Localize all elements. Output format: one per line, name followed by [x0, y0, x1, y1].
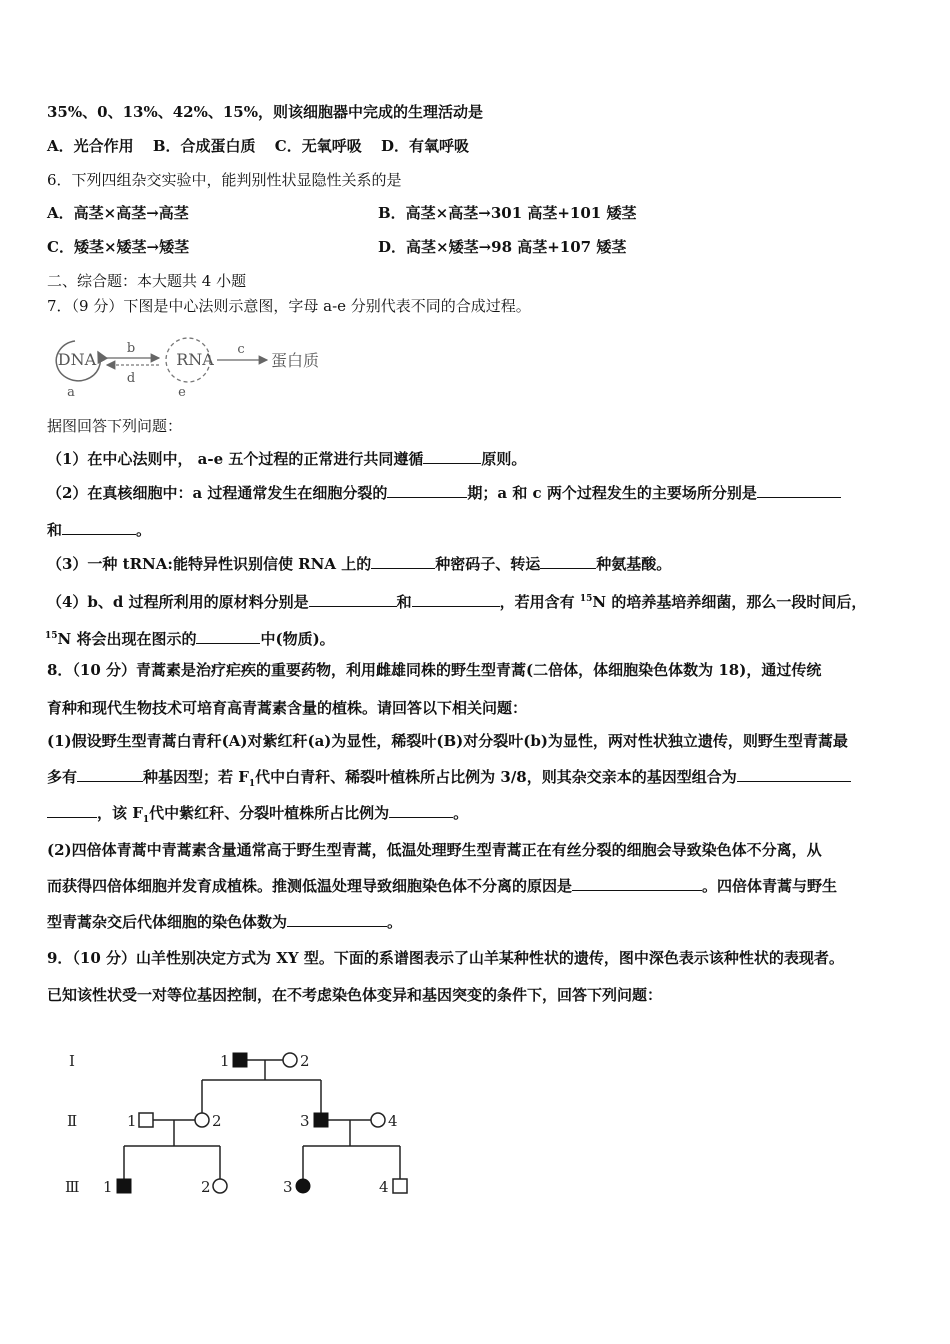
- q8-line-7: [47, 876, 837, 896]
- gen1-female-2: [283, 1053, 297, 1067]
- q7-p4-isotope-sup-2: 15: [45, 631, 58, 641]
- q7-intro: 据图回答下列问题：: [47, 417, 183, 435]
- q7-p2-blank-1[interactable]: [387, 483, 467, 498]
- gen2-female-4: [371, 1113, 385, 1127]
- process-a-label: a: [67, 385, 75, 400]
- q6-stem: 6．下列四组杂交实验中，能判别性状显隐性关系的是: [47, 171, 402, 189]
- gen3-3-number: 3: [283, 1178, 293, 1196]
- q8-line-2: 育种和现代生物技术可培育高青蒿素含量的植株。请回答以下相关问题：: [47, 699, 528, 717]
- q8-l5-text-end: 。: [453, 804, 469, 822]
- q8-l4-text: 多有: [47, 768, 78, 786]
- q7-p1-blank[interactable]: [423, 449, 481, 464]
- q5-option-c: C．无氧呼吸: [274, 137, 362, 155]
- rna-label: RNA: [176, 350, 214, 369]
- q9-line-2: 已知该性状受一对等位基因控制，在不考虑染色体变异和基因突变的条件下，回答下列问题：: [47, 986, 663, 1004]
- section-2-title: 二、综合题：本大题共 4 小题: [47, 272, 247, 290]
- q7-p3-text: （3）一种 tRNA:能特异性识别信使 RNA 上的: [47, 555, 372, 573]
- generation-1-label: Ⅰ: [69, 1052, 75, 1070]
- q8-l4-blank-1[interactable]: [77, 767, 143, 782]
- q8-l4-sub: 1: [248, 779, 256, 789]
- q8-l7-blank[interactable]: [572, 876, 702, 891]
- q7-part-3: [47, 554, 671, 574]
- q7-p4-blank-3[interactable]: [196, 629, 260, 644]
- q8-l8-text-end: 。: [387, 913, 403, 931]
- q7-p4-text: （4）b、d 过程所利用的原材料分别是: [47, 593, 309, 611]
- q5-option-d: D．有氧呼吸: [380, 137, 469, 155]
- process-e-label: e: [178, 385, 186, 400]
- gen3-female-2: [213, 1179, 227, 1193]
- q8-l7-text-end: 。四倍体青蒿与野生: [702, 877, 838, 895]
- q6-option-b: B．高茎×高茎→301 高茎+101 矮茎: [378, 204, 637, 222]
- q7-p2-blank-3[interactable]: [62, 520, 136, 535]
- q7-p2-blank-2[interactable]: [757, 483, 841, 498]
- gen2-3-number: 3: [300, 1112, 310, 1130]
- q8-line-1: 8．（10 分）青蒿素是治疗疟疾的重要药物，利用雌雄同株的野生型青蒿(二倍体，体细胞染色体数为 18)，通过传统: [47, 661, 822, 679]
- gen1-2-number: 2: [300, 1052, 310, 1070]
- q7-part-1: [47, 449, 526, 469]
- q6-option-c: C．矮茎×矮茎→矮茎: [47, 238, 190, 256]
- q8-l5-text: ，该 F: [97, 804, 143, 822]
- gen3-female-3-affected: [296, 1179, 310, 1193]
- q8-line-8: [47, 912, 402, 932]
- q7-p3-text-end: 种氨基酸。: [596, 555, 672, 573]
- generation-2-label: Ⅱ: [67, 1112, 78, 1130]
- q7-p2-text: （2）在真核细胞中：a 过程通常发生在细胞分裂的: [47, 484, 388, 502]
- q7-p4-text-end: N 的培养基培养细菌，那么一段时间后，: [592, 593, 867, 611]
- gen2-2-number: 2: [212, 1112, 222, 1130]
- q8-l5-blank-1[interactable]: [47, 803, 97, 818]
- q5-options: [47, 136, 469, 156]
- process-b-label: b: [126, 341, 136, 356]
- gen2-male-3-affected: [314, 1113, 328, 1127]
- q7-part-2-cont: [47, 520, 151, 540]
- gen3-male-4: [393, 1179, 407, 1193]
- q9-line-1: 9．（10 分）山羊性别决定方式为 XY 型。下面的系谱图表示了山羊某种性状的遗传，图中深色表示该种性状的表现者。: [47, 949, 844, 967]
- q7-p4-isotope-sup: 15: [579, 594, 593, 604]
- generation-3-label: Ⅲ: [65, 1178, 80, 1196]
- protein-label: 蛋白质: [271, 351, 320, 370]
- q7-p2-end: 。: [136, 521, 152, 539]
- q5-option-b: B．合成蛋白质: [152, 137, 256, 155]
- q7-p4-and: 和: [396, 593, 412, 611]
- q7-p4-text-mid: ，若用含有: [499, 593, 580, 611]
- q8-l8-text: 型青蒿杂交后代体细胞的染色体数为: [47, 913, 288, 931]
- gen3-2-number: 2: [201, 1178, 211, 1196]
- process-c-label: c: [237, 342, 245, 357]
- gen2-1-number: 1: [127, 1112, 137, 1130]
- q8-l4-text-mid: 种基因型；若 F: [143, 768, 249, 786]
- dna-label: DNA: [57, 350, 97, 369]
- gen1-1-number: 1: [220, 1052, 230, 1070]
- q8-l4-blank-2[interactable]: [737, 767, 851, 782]
- q7-p1-text: （1）在中心法则中， a-e 五个过程的正常进行共同遵循: [47, 450, 424, 468]
- q7-p4-text-2: N 将会出现在图示的: [57, 630, 197, 648]
- q5-stem-tail: 35%、0、13%、42%、15%，则该细胞器中完成的生理活动是: [47, 103, 483, 121]
- q8-line-3: (1)假设野生型青蒿白青秆(A)对紫红秆(a)为显性，稀裂叶(B)对分裂叶(b)为显性，两对性状独立遗传，则野生型青蒿最: [47, 732, 848, 750]
- gen2-male-1: [139, 1113, 153, 1127]
- q7-stem: 7．（9 分）下图是中心法则示意图，字母 a-e 分别代表不同的合成过程。: [47, 297, 531, 315]
- q8-l8-blank[interactable]: [287, 912, 387, 927]
- q7-p2-text-mid: 期；a 和 c 两个过程发生的主要场所分别是: [467, 484, 757, 502]
- q8-l5-sub: 1: [142, 815, 150, 825]
- q7-part-2: [47, 483, 841, 503]
- pedigree-chart: [55, 1040, 435, 1210]
- q7-p2-and: 和: [47, 521, 63, 539]
- gen3-1-number: 1: [103, 1178, 113, 1196]
- gen2-female-2: [195, 1113, 209, 1127]
- gen2-4-number: 4: [388, 1112, 398, 1130]
- q8-l7-text: 而获得四倍体细胞并发育成植株。推测低温处理导致细胞染色体不分离的原因是: [47, 877, 573, 895]
- q8-line-4: [47, 767, 851, 794]
- q7-p4-text-2-end: 中(物质)。: [260, 630, 335, 648]
- q8-line-5: [47, 803, 468, 830]
- q8-l4-text-end: 代中白青秆、稀裂叶植株所占比例为 3/8，则其杂交亲本的基因型组合为: [255, 768, 737, 786]
- q6-option-a: A．高茎×高茎→高茎: [47, 204, 189, 222]
- process-d-label: d: [126, 371, 136, 386]
- q6-option-d: D．高茎×矮茎→98 高茎+107 矮茎: [378, 238, 627, 256]
- q7-part-4: [47, 589, 866, 612]
- q7-part-4-cont: [45, 626, 335, 649]
- q7-p4-blank-2[interactable]: [412, 592, 500, 607]
- gen3-4-number: 4: [379, 1178, 389, 1196]
- gen1-male-1-affected: [233, 1053, 247, 1067]
- q8-l5-text-mid: 代中紫红秆、分裂叶植株所占比例为: [149, 804, 390, 822]
- q7-p4-blank-1[interactable]: [309, 592, 397, 607]
- q7-p3-blank-2[interactable]: [540, 554, 596, 569]
- q7-p1-text-end: 原则。: [481, 450, 527, 468]
- q8-line-6: (2)四倍体青蒿中青蒿素含量通常高于野生型青蒿，低温处理野生型青蒿正在有丝分裂的细胞会导致染色体不分离，从: [47, 841, 822, 859]
- q7-p3-text-mid: 种密码子、转运: [435, 555, 541, 573]
- q7-p3-blank-1[interactable]: [371, 554, 435, 569]
- gen3-male-1-affected: [117, 1179, 131, 1193]
- central-dogma-diagram: [45, 330, 345, 400]
- q8-l5-blank-2[interactable]: [389, 803, 453, 818]
- q5-option-a: A．光合作用: [47, 137, 134, 155]
